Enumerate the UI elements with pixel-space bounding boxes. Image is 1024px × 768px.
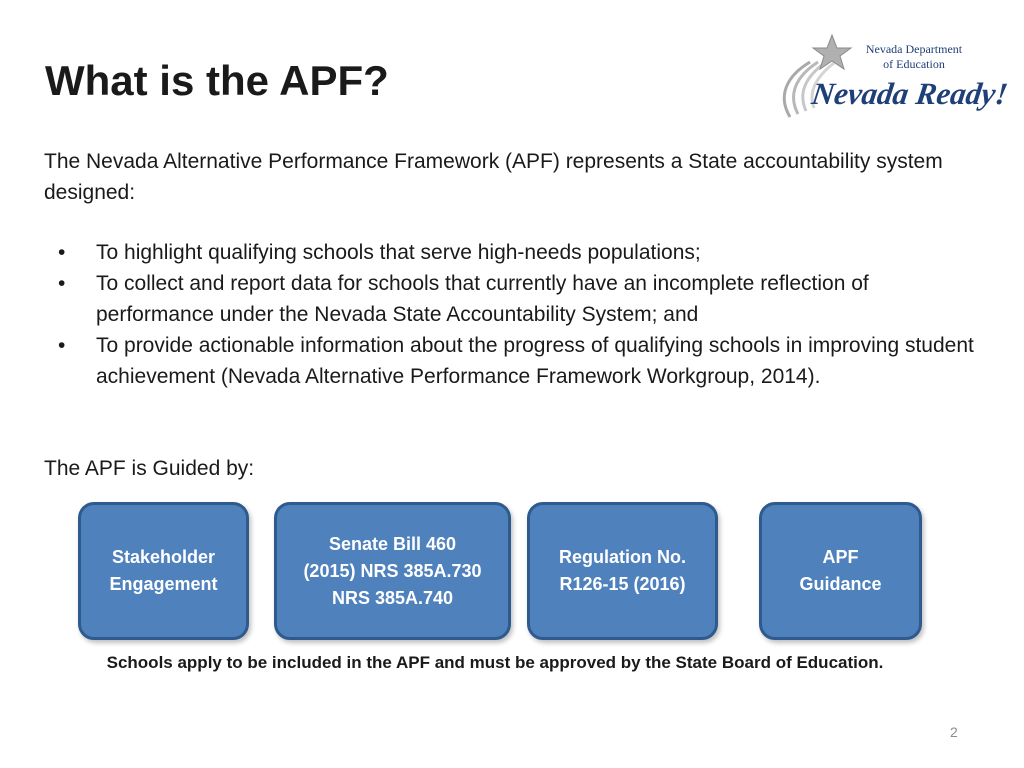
goals-list <box>44 237 974 392</box>
box-label: Senate Bill 460 (2015) NRS 385A.730 NRS 385A.740 <box>303 533 482 608</box>
page-number: 2 <box>950 724 958 740</box>
bullet-icon: • <box>58 334 66 357</box>
page-title: What is the APF? <box>45 57 389 104</box>
bullet-text: To collect and report data for schools that currently have an incomplete reflection of performance under the Nevada State Accountability System; and <box>96 272 869 326</box>
bullet-text: To highlight qualifying schools that serve high-needs populations; <box>96 241 701 264</box>
box-stakeholder-engagement <box>78 502 249 640</box>
box-label: Stakeholder Engagement <box>109 547 218 594</box>
logo-line-1: Nevada Department <box>865 42 963 56</box>
list-item <box>44 268 974 330</box>
bullet-icon: • <box>58 241 66 264</box>
list-item <box>44 237 974 268</box>
box-label: APF Guidance <box>799 547 882 594</box>
list-item <box>44 330 974 392</box>
box-senate-bill-460 <box>274 502 511 640</box>
box-apf-guidance <box>759 502 922 640</box>
box-regulation <box>527 502 718 640</box>
bullet-text: To provide actionable information about the progress of qualifying schools in improving student achievement (Nevada Alternative Performance Framework Workgroup, 2014). <box>96 334 974 388</box>
approval-note: Schools apply to be included in the APF and must be approved by the State Board of Education. <box>106 653 884 672</box>
box-label: Regulation No. R126-15 (2016) <box>559 547 686 594</box>
logo-line-2: of Education <box>883 57 945 71</box>
nevada-department-logo <box>770 32 1010 132</box>
logo-script: Nevada Ready! <box>809 76 1010 111</box>
bullet-icon: • <box>58 272 66 295</box>
guided-by-label: The APF is Guided by: <box>44 457 255 480</box>
intro-paragraph: The Nevada Alternative Performance Framework (APF) represents a State accountability system designed: <box>44 150 943 204</box>
